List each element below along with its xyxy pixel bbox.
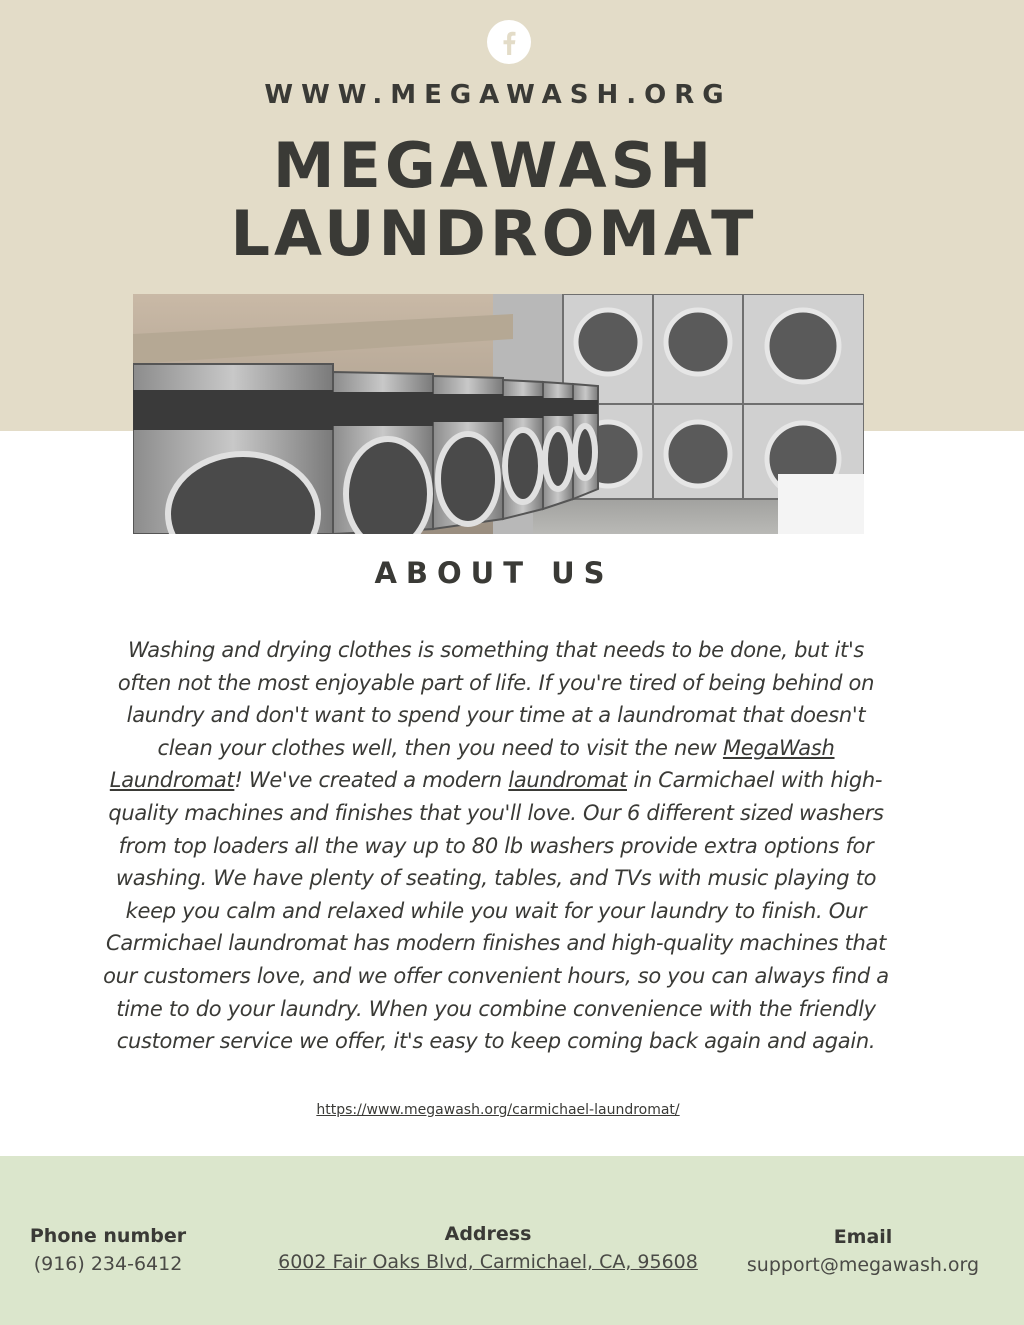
address-label: Address xyxy=(444,1223,532,1245)
about-text-part-1: Washing and drying clothes is something that needs to be done, but it's often not the most enjoyable part of life. If you're tired of being behind on laundry and don't want to spend your time at a laundromat that doesn't clean your clothes well, then you need to visit the new xyxy=(117,638,875,760)
phone-label: Phone number xyxy=(29,1225,187,1247)
website-url[interactable]: WWW.MEGAWASH.ORG xyxy=(264,80,732,110)
email-label: Email xyxy=(833,1226,893,1248)
facebook-icon[interactable] xyxy=(487,20,531,64)
about-text-part-3: in Carmichael with high-quality machines and finishes that you'll love. Our 6 different sized washers from top loaders all the way up to 80 lb washers provide extra options for washing. We have plenty of seating, tables, and TVs with music playing to keep you calm and relaxed while you wait for your laundry to finish. Our Carmichael laundromat has modern finishes and high-quality machines that our customers love, and we offer convenient hours, so you can always find a time to do your laundry. When you combine convenience with the friendly customer service we offer, it's easy to keep coming back again and again. xyxy=(103,768,889,1054)
title-line-1: MEGAWASH xyxy=(272,129,716,202)
page-title xyxy=(0,129,988,270)
megawash-laundromat-link[interactable]: MegaWash Laundromat xyxy=(109,735,835,793)
about-text-part-2: ! We've created a modern xyxy=(234,768,509,793)
about-paragraph xyxy=(100,634,892,1058)
about-heading: ABOUT US xyxy=(374,556,614,590)
source-url-link[interactable]: https://www.megawash.org/carmichael-laundromat/ xyxy=(316,1102,680,1118)
phone-value[interactable]: (916) 234-6412 xyxy=(33,1253,183,1275)
title-line-2: LAUNDROMAT xyxy=(230,197,758,270)
email-value[interactable]: support@megawash.org xyxy=(746,1254,980,1276)
laundromat-link[interactable]: laundromat xyxy=(508,768,627,793)
laundromat-photo xyxy=(133,294,864,534)
address-value[interactable]: 6002 Fair Oaks Blvd, Carmichael, CA, 95608 xyxy=(278,1251,698,1273)
